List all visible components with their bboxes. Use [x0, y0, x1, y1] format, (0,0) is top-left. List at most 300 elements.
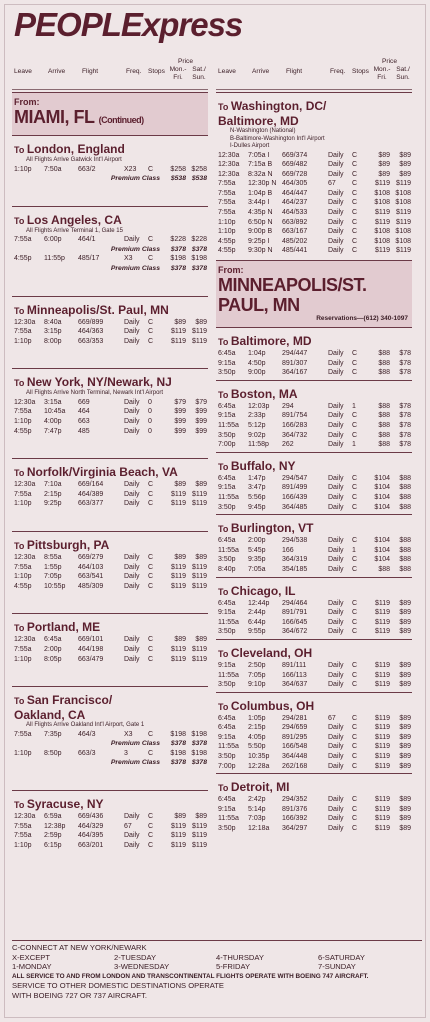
destination-title [216, 699, 412, 714]
flight-number: 464 [78, 408, 90, 416]
legend-code: 6-SATURDAY [318, 952, 365, 962]
schedule-row [216, 762, 412, 772]
frequency: Daily [328, 484, 344, 492]
leave-time: 4:55p [14, 582, 32, 590]
flight-number: 663/201 [78, 841, 104, 849]
frequency: 67 [124, 822, 132, 830]
schedule-row [216, 503, 412, 513]
leave-time: 7:00p [218, 762, 236, 770]
premium-label: Premium Class [110, 175, 160, 183]
destination-section [216, 92, 412, 260]
flight-number: 891/111 [282, 661, 307, 669]
arrive-time: 7:05p [248, 671, 266, 679]
flight-number: 364/485 [282, 503, 308, 511]
price-weekend: $78 [399, 359, 411, 367]
destination-title [12, 465, 208, 480]
destination-title [216, 387, 412, 402]
price-weekend: $89 [399, 151, 411, 159]
stops: C [352, 422, 358, 429]
price-weekday: $119 [170, 832, 186, 840]
leave-time: 3:50p [218, 753, 236, 761]
stops: C [148, 236, 154, 244]
premium-class-row [12, 264, 208, 274]
schedule-row [216, 608, 412, 618]
header-arrive: Arrive [48, 68, 66, 75]
flight-number: 294/659 [282, 724, 308, 732]
leave-time: 7:55a [14, 236, 32, 244]
flight-number: 166/439 [282, 493, 308, 501]
price-weekend: $89 [399, 825, 411, 833]
arrive-time: 9:30p N [248, 247, 273, 255]
premium-price-weekend: $378 [191, 264, 207, 272]
to-prefix: To [14, 541, 27, 551]
schedule-row [12, 407, 208, 417]
frequency: Daily [328, 599, 344, 607]
destination-section [12, 206, 208, 296]
leave-time: 1:10p [14, 749, 32, 757]
flight-number: 294/352 [282, 796, 308, 804]
price-weekday: $88 [378, 350, 390, 358]
leave-time: 1:10p [14, 165, 32, 173]
price-weekend: $78 [399, 369, 411, 377]
destination-section [12, 135, 208, 206]
to-prefix: To [14, 468, 27, 479]
arrive-time: 7:05a [248, 565, 266, 573]
premium-label: Premium Class [110, 759, 160, 767]
leave-time: 1:10p [14, 500, 32, 508]
arrive-time: 6:45a [44, 636, 62, 644]
arrive-time: 8:50p [44, 749, 62, 757]
price-weekend: $89 [399, 661, 411, 669]
price-weekday: $89 [378, 161, 390, 169]
price-weekday: $88 [378, 412, 390, 420]
stops: C [148, 749, 154, 757]
flight-number: 364/732 [282, 431, 308, 439]
stops: C [148, 582, 154, 590]
flight-number: 464/237 [282, 199, 308, 207]
stops: C [352, 247, 358, 255]
destination-section [216, 514, 412, 576]
leave-time: 7:00p [218, 441, 236, 449]
price-weekday: $99 [174, 427, 186, 435]
premium-label: Premium Class [110, 264, 160, 272]
price-weekend: $119 [191, 645, 207, 653]
price-weekend: $89 [399, 733, 411, 741]
price-weekday: $104 [374, 493, 390, 501]
leave-time: 6:45a [218, 537, 236, 545]
frequency: Daily [328, 402, 344, 410]
price-weekday: $119 [374, 681, 390, 689]
header-flight: Flight [286, 68, 303, 75]
leave-time: 9:15a [218, 733, 236, 741]
schedule-row [12, 417, 208, 427]
frequency: Daily [124, 236, 140, 244]
schedule-row [12, 235, 208, 245]
price-weekday: $119 [374, 218, 390, 226]
stops: C [352, 151, 358, 159]
schedule-row [216, 359, 412, 369]
flight-number: 663/167 [282, 228, 308, 236]
to-prefix: To [218, 524, 231, 535]
frequency: Daily [328, 565, 344, 573]
flight-number: 294/464 [282, 599, 308, 607]
header-leave: Leave [218, 68, 236, 75]
leave-time: 1:10p [14, 337, 32, 345]
price-weekday: $88 [378, 369, 390, 377]
price-weekend: $89 [399, 618, 411, 626]
leave-time: 12:30a [218, 151, 240, 159]
price-weekend: $119 [191, 655, 207, 663]
arrive-time: 9:25p [44, 500, 62, 508]
to-prefix: To [14, 696, 27, 707]
stops: 0 [148, 408, 152, 416]
origin-city: MINNEAPOLIS/ST. PAUL, MN [218, 275, 367, 316]
frequency: Daily [328, 618, 344, 626]
stops: C [148, 730, 154, 738]
reservations-phone: Reservations—(612) 340-1097 [316, 315, 408, 323]
arrive-time: 2:00p [44, 645, 62, 653]
arrive-time: 3:15a [44, 398, 62, 406]
flight-number: 294/547 [282, 474, 308, 482]
arrive-time: 4:00p [44, 418, 62, 426]
stops: C [352, 161, 358, 169]
flight-number: 891/295 [282, 733, 308, 741]
stops: C [148, 328, 154, 336]
leave-time: 7:55a [14, 645, 32, 653]
arrive-time: 7:50a [44, 165, 62, 173]
leave-time: 12:30a [14, 636, 36, 644]
arrive-time: 12:38p [44, 822, 66, 830]
frequency: Daily [328, 815, 344, 823]
arrive-time: 4:05p [248, 733, 266, 741]
flight-number: 485/309 [78, 582, 104, 590]
premium-price-weekday: $378 [170, 245, 186, 253]
price-weekday: $119 [374, 753, 390, 761]
frequency: Daily [124, 813, 140, 821]
stops: C [148, 841, 154, 849]
to-prefix: To [218, 102, 231, 112]
arrive-time: 7:15a B [248, 161, 273, 169]
column-header-right [216, 54, 412, 90]
frequency: Daily [124, 427, 140, 435]
from-label: From: [218, 265, 244, 276]
schedule-row [216, 555, 412, 565]
arrive-time: 4:35p N [248, 209, 273, 217]
schedule-row [216, 431, 412, 441]
origin-city: MIAMI, FL (Continued) [14, 107, 144, 127]
arrive-time: 7:03p [248, 815, 266, 823]
header-arrive: Arrive [252, 68, 270, 75]
flight-number: 464/198 [78, 645, 104, 653]
price-weekday: $89 [174, 554, 186, 561]
leave-time: 6:45a [218, 402, 236, 410]
price-weekday: $104 [374, 474, 390, 482]
price-weekday: $104 [374, 503, 390, 511]
frequency: Daily [328, 350, 344, 358]
flight-number: 663/541 [78, 573, 104, 581]
price-weekend: $108 [395, 228, 411, 236]
arrive-time: 1:47p [248, 474, 266, 482]
schedule-row [12, 822, 208, 832]
leave-time: 1:10p [218, 218, 236, 226]
schedule-row [12, 730, 208, 740]
flight-number: 464/3 [78, 730, 96, 738]
price-weekday: $119 [374, 247, 390, 255]
destination-title [12, 797, 208, 812]
legend-code: 5-FRIDAY [216, 962, 251, 972]
frequency: Daily [328, 537, 344, 545]
price-weekend: $78 [399, 350, 411, 358]
schedule-row [216, 237, 412, 247]
destination-section [12, 531, 208, 613]
frequency: 3 [124, 749, 128, 757]
frequency: Daily [124, 573, 140, 581]
destination-section [216, 692, 412, 774]
price-weekend: $88 [399, 546, 411, 554]
frequency: Daily [124, 408, 140, 416]
destination-note: All Flights Arrive North Terminal, Newark Int'l Airport [26, 390, 164, 397]
frequency: Daily [124, 582, 140, 590]
destination-title [216, 521, 412, 536]
arrive-time: 2:59p [44, 832, 62, 840]
stops: C [352, 180, 358, 188]
leave-time: 9:15a [218, 359, 236, 367]
stops: C [352, 681, 358, 689]
arrive-time: 6:59a [44, 813, 62, 821]
flight-number: 485 [78, 427, 90, 435]
leave-time: 11:55a [218, 618, 239, 626]
schedule-row [216, 218, 412, 228]
stops: C [352, 628, 358, 636]
destination-name: Los Angeles, CA [26, 212, 122, 227]
stops: C [352, 503, 358, 511]
schedule-row [216, 179, 412, 189]
price-weekday: $108 [374, 199, 390, 207]
stops: C [148, 563, 154, 571]
premium-label: Premium Class [110, 245, 160, 253]
destination-title [12, 303, 208, 318]
price-weekend: $89 [399, 753, 411, 761]
frequency: Daily [328, 422, 344, 429]
stops: C [352, 209, 358, 217]
arrive-time: 9:10p [248, 681, 266, 689]
frequency: Daily [328, 546, 344, 554]
schedule-row [12, 327, 208, 337]
stops: C [352, 237, 358, 245]
stops: C [148, 645, 154, 653]
flight-number: 669/482 [282, 161, 308, 169]
price-weekday: $88 [378, 359, 390, 367]
frequency: Daily [328, 733, 344, 741]
arrive-time: 2:50p [248, 661, 266, 669]
price-weekend: $78 [399, 431, 411, 439]
premium-label: Premium Class [110, 740, 160, 748]
flight-number: 294/281 [282, 714, 308, 722]
stops: C [352, 199, 358, 207]
price-weekend: $88 [399, 484, 411, 492]
schedule-row [216, 618, 412, 628]
stops: C [148, 554, 154, 561]
destination-name: Boston, MA [230, 386, 298, 401]
premium-price-weekday: $378 [170, 759, 186, 767]
to-prefix: To [14, 800, 27, 811]
stops: C [148, 490, 154, 498]
flight-number: 294/447 [282, 350, 308, 358]
schedule-row [216, 599, 412, 609]
price-weekend: $89 [399, 609, 411, 617]
arrive-time: 9:02p [248, 431, 266, 439]
price-weekday: $119 [374, 671, 390, 679]
legend-code: 4-THURSDAY [216, 952, 264, 962]
frequency: Daily [328, 369, 344, 377]
arrive-time: 7:10a [44, 481, 62, 489]
schedule-row [12, 841, 208, 851]
destination-title [12, 538, 208, 553]
price-weekend: $99 [195, 418, 207, 426]
leave-time: 1:10p [14, 841, 32, 849]
destination-name: Washington, DC/ Baltimore, MD [218, 99, 327, 128]
stops: C [352, 753, 358, 761]
price-weekend: $89 [399, 599, 411, 607]
legend-code: 1-MONDAY [12, 962, 52, 972]
frequency: Daily [328, 724, 344, 732]
arrive-time: 8:40a [44, 318, 62, 326]
leave-time: 12:30a [218, 170, 240, 178]
destination-section [216, 380, 412, 452]
stops: C [148, 813, 154, 821]
arrive-time: 7:05a I [248, 151, 270, 159]
frequency: Daily [328, 671, 344, 679]
schedule-row [12, 398, 208, 408]
schedule-row [216, 546, 412, 556]
header-price: Price [178, 58, 194, 65]
leave-time: 7:55a [14, 563, 32, 571]
destination-name: Columbus, OH [230, 698, 315, 713]
stops: C [352, 762, 358, 770]
arrive-time: 6:50p N [248, 218, 273, 226]
destination-section [216, 773, 412, 835]
to-prefix: To [218, 701, 231, 712]
destination-title [216, 646, 412, 661]
flight-number: 464/363 [78, 328, 104, 336]
price-weekday: $119 [374, 599, 390, 607]
leave-time: 1:10p [14, 418, 32, 426]
schedule-row [216, 160, 412, 170]
destination-title [216, 334, 412, 349]
destination-title [12, 620, 208, 635]
frequency: Daily [328, 743, 344, 751]
frequency: Daily [124, 832, 140, 840]
stops: C [352, 350, 358, 358]
legend-note-737: WITH BOEING 727 OR 737 AIRCRAFT. [12, 990, 148, 1000]
leave-time: 7:55a [14, 832, 32, 840]
price-weekday: $104 [374, 484, 390, 492]
schedule-row [216, 440, 412, 450]
column-header-left [12, 54, 208, 90]
schedule-row [12, 831, 208, 841]
legend-note-747: ALL SERVICE TO AND FROM LONDON AND TRANSCONTINENTAL FLIGHTS OPERATE WITH BOEING 747 AIRCRAFT. [12, 972, 369, 980]
header-flight: Flight [82, 68, 99, 75]
leave-time: 3:50p [218, 628, 236, 636]
arrive-time: 3:47p [248, 484, 266, 492]
stops: C [352, 412, 358, 420]
stops: C [352, 743, 358, 751]
flight-number: 485/202 [282, 237, 308, 245]
frequency: Daily [328, 247, 344, 255]
schedule-row [12, 749, 208, 759]
schedule-row [216, 536, 412, 546]
price-weekend: $88 [399, 493, 411, 501]
price-weekend: $108 [395, 189, 411, 197]
schedule-row [12, 553, 208, 563]
price-weekend: $88 [399, 556, 411, 564]
frequency: Daily [124, 318, 140, 326]
price-weekend: $89 [399, 671, 411, 679]
destination-name: Cleveland, OH [230, 645, 313, 660]
from-label: From: [14, 97, 40, 107]
schedule-row [12, 635, 208, 645]
destination-section [216, 452, 412, 514]
leave-time: 7:55a [14, 408, 32, 416]
stops: C [148, 165, 154, 173]
flight-number: 485/17 [78, 255, 100, 263]
schedule-row [216, 170, 412, 180]
stops: 1 [352, 441, 356, 449]
flight-number: 364/672 [282, 628, 308, 636]
stops: C [352, 474, 358, 482]
arrive-time: 5:12p [248, 422, 266, 429]
price-weekday: $88 [378, 441, 390, 449]
destination-title [12, 142, 208, 157]
to-prefix: To [14, 145, 27, 155]
arrive-time: 12:03p [248, 402, 270, 410]
arrive-time: 1:55p [44, 563, 62, 571]
price-weekday: $119 [170, 337, 186, 345]
frequency: Daily [328, 199, 344, 207]
price-weekday: $88 [378, 422, 390, 429]
destination-name: New York, NY/Newark, NJ [26, 375, 172, 390]
schedule-row [12, 254, 208, 264]
arrive-time: 7:05p [44, 573, 62, 581]
destination-title [216, 459, 412, 474]
price-weekend: $119 [191, 563, 207, 571]
flight-number: 663/892 [282, 218, 308, 226]
leave-time: 4:55p [218, 237, 236, 245]
price-weekend: $119 [191, 500, 207, 508]
leave-time: 12:30a [14, 554, 36, 561]
schedule-row [216, 565, 412, 575]
price-weekday: $119 [374, 733, 390, 741]
frequency: X3 [124, 730, 133, 738]
leave-time: 7:55a [14, 730, 32, 738]
stops: C [352, 484, 358, 492]
destination-name: Burlington, VT [230, 521, 314, 536]
leave-time: 6:45a [218, 796, 236, 804]
price-weekday: $119 [374, 743, 390, 751]
frequency: Daily [124, 841, 140, 849]
arrive-time: 8:32a N [248, 170, 273, 178]
header-satsun: Sat./ Sun. [192, 66, 206, 81]
destination-section [12, 368, 208, 458]
price-weekend: $89 [195, 554, 207, 561]
price-weekday: $119 [170, 573, 186, 581]
schedule-row [12, 427, 208, 437]
destination-section [12, 613, 208, 686]
flight-number: 663/479 [78, 655, 104, 663]
arrive-time: 9:35p [248, 556, 266, 564]
price-weekend: $119 [191, 832, 207, 840]
premium-class-row [12, 739, 208, 749]
